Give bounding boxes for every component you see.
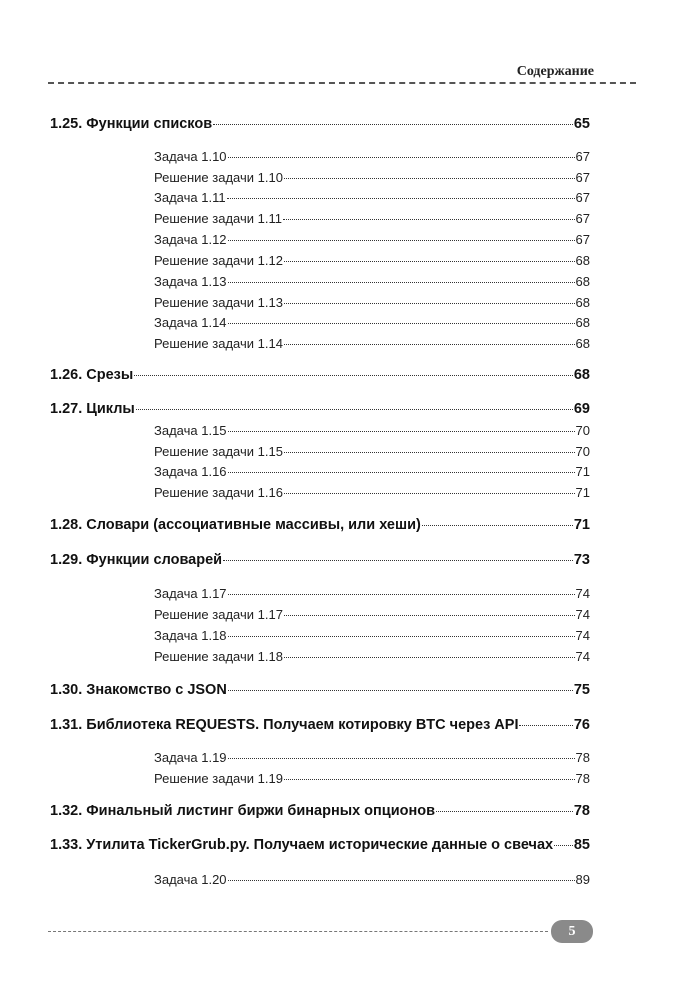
toc-entry[interactable] bbox=[50, 803, 590, 819]
toc-entry-title: Задача 1.10 bbox=[154, 149, 227, 164]
toc-entry-title: 1.31. Библиотека REQUESTS. Получаем котировку BTC через API bbox=[50, 717, 519, 733]
toc-entry-page: 74 bbox=[575, 649, 590, 664]
toc-entry[interactable] bbox=[154, 872, 590, 887]
dot-leader bbox=[228, 636, 575, 637]
dot-leader bbox=[228, 690, 573, 691]
toc-entry[interactable] bbox=[154, 444, 590, 459]
dot-leader bbox=[136, 409, 573, 410]
toc-entry-page: 78 bbox=[575, 771, 590, 786]
dot-leader bbox=[228, 282, 575, 283]
toc-entry-title: Решение задачи 1.12 bbox=[154, 253, 283, 268]
page-header-title: Содержание bbox=[516, 64, 594, 79]
toc-entry-title: Решение задачи 1.15 bbox=[154, 444, 283, 459]
toc-entry-page: 78 bbox=[575, 750, 590, 765]
toc-entry[interactable] bbox=[154, 607, 590, 622]
dot-leader bbox=[284, 779, 575, 780]
dot-leader bbox=[228, 594, 575, 595]
toc-entry[interactable] bbox=[154, 190, 590, 205]
toc-entry-page: 67 bbox=[575, 170, 590, 185]
toc-entry-page: 78 bbox=[573, 803, 590, 819]
toc-entry[interactable] bbox=[154, 628, 590, 643]
toc-entry-title: Задача 1.18 bbox=[154, 628, 227, 643]
toc-entry-page: 68 bbox=[573, 367, 590, 383]
toc-entry-title: 1.33. Утилита TickerGrub.py. Получаем исторические данные о свечах bbox=[50, 837, 554, 853]
dot-leader bbox=[228, 240, 575, 241]
dot-leader bbox=[284, 261, 575, 262]
footer-divider bbox=[48, 931, 548, 932]
toc-entry-page: 71 bbox=[573, 517, 590, 533]
dot-leader bbox=[228, 472, 575, 473]
toc-entry[interactable] bbox=[50, 552, 590, 568]
toc-entry-page: 76 bbox=[573, 717, 590, 733]
dot-leader bbox=[228, 880, 575, 881]
toc-entry-page: 67 bbox=[575, 211, 590, 226]
toc-entry[interactable] bbox=[154, 485, 590, 500]
dot-leader bbox=[284, 452, 575, 453]
toc-entry[interactable] bbox=[154, 170, 590, 185]
toc-entry-page: 69 bbox=[573, 401, 590, 417]
toc-entry[interactable] bbox=[154, 274, 590, 289]
toc-entry-title: Решение задачи 1.19 bbox=[154, 771, 283, 786]
toc-entry-title: 1.28. Словари (ассоциативные массивы, или хеши) bbox=[50, 517, 421, 533]
toc-entry-title: Задача 1.17 bbox=[154, 586, 227, 601]
dot-leader bbox=[228, 323, 575, 324]
toc-entry[interactable] bbox=[154, 464, 590, 479]
dot-leader bbox=[228, 431, 575, 432]
dot-leader bbox=[223, 560, 573, 561]
toc-entry-title: 1.32. Финальный листинг биржи бинарных опционов bbox=[50, 803, 436, 819]
toc-entry-page: 68 bbox=[575, 274, 590, 289]
dot-leader bbox=[134, 375, 573, 376]
toc-entry-title: 1.29. Функции словарей bbox=[50, 552, 223, 568]
toc-entry-title: Задача 1.12 bbox=[154, 232, 227, 247]
toc-entry-page: 89 bbox=[575, 872, 590, 887]
dot-leader bbox=[554, 845, 573, 846]
toc-entry[interactable] bbox=[50, 517, 590, 533]
toc-entry-title: Решение задачи 1.14 bbox=[154, 336, 283, 351]
toc-entry-title: Задача 1.13 bbox=[154, 274, 227, 289]
toc-entry-title: 1.26. Срезы bbox=[50, 367, 134, 383]
toc-entry[interactable] bbox=[154, 211, 590, 226]
toc-entry-title: Решение задачи 1.17 bbox=[154, 607, 283, 622]
toc-entry-page: 67 bbox=[575, 190, 590, 205]
toc-entry-page: 70 bbox=[575, 444, 590, 459]
toc-entry-page: 73 bbox=[573, 552, 590, 568]
toc-entry-page: 65 bbox=[573, 116, 590, 132]
page-number-badge: 5 bbox=[551, 920, 593, 943]
toc-entry[interactable] bbox=[154, 232, 590, 247]
dot-leader bbox=[284, 657, 575, 658]
toc-entry-page: 75 bbox=[573, 682, 590, 698]
dot-leader bbox=[283, 219, 575, 220]
dot-leader bbox=[284, 493, 575, 494]
toc-entry-page: 68 bbox=[575, 253, 590, 268]
toc-entry-title: Решение задачи 1.11 bbox=[154, 211, 282, 226]
toc-entry-page: 74 bbox=[575, 607, 590, 622]
toc-entry[interactable] bbox=[154, 149, 590, 164]
toc-entry-title: Решение задачи 1.13 bbox=[154, 295, 283, 310]
dot-leader bbox=[284, 303, 575, 304]
toc-entry-page: 74 bbox=[575, 628, 590, 643]
toc-entry-title: Решение задачи 1.10 bbox=[154, 170, 283, 185]
toc-entry[interactable] bbox=[154, 253, 590, 268]
dot-leader bbox=[284, 344, 575, 345]
toc-entry-page: 67 bbox=[575, 232, 590, 247]
toc-entry-title: 1.27. Циклы bbox=[50, 401, 135, 417]
toc-entry[interactable] bbox=[50, 682, 590, 698]
dot-leader bbox=[213, 124, 573, 125]
toc-entry-page: 74 bbox=[575, 586, 590, 601]
toc-entry[interactable] bbox=[154, 336, 590, 351]
toc-entry[interactable] bbox=[154, 315, 590, 330]
toc-entry[interactable] bbox=[154, 586, 590, 601]
toc-entry[interactable] bbox=[154, 423, 590, 438]
dot-leader bbox=[422, 525, 573, 526]
toc-entry-page: 85 bbox=[573, 837, 590, 853]
toc-entry[interactable] bbox=[50, 837, 590, 853]
toc-entry[interactable] bbox=[154, 649, 590, 664]
toc-entry[interactable] bbox=[50, 401, 590, 417]
dot-leader bbox=[519, 725, 572, 726]
dot-leader bbox=[228, 758, 575, 759]
dot-leader bbox=[227, 198, 575, 199]
toc-entry-title: Решение задачи 1.16 bbox=[154, 485, 283, 500]
toc-entry[interactable] bbox=[50, 367, 590, 383]
header-divider bbox=[48, 82, 636, 84]
toc-entry-title: 1.25. Функции списков bbox=[50, 116, 213, 132]
toc-entry-title: Задача 1.16 bbox=[154, 464, 227, 479]
toc-entry-page: 68 bbox=[575, 315, 590, 330]
dot-leader bbox=[228, 157, 575, 158]
toc-entry-title: Задача 1.15 bbox=[154, 423, 227, 438]
toc-entry-page: 68 bbox=[575, 336, 590, 351]
toc-entry-title: Решение задачи 1.18 bbox=[154, 649, 283, 664]
dot-leader bbox=[284, 615, 575, 616]
toc-entry-page: 71 bbox=[575, 464, 590, 479]
toc-entry-title: 1.30. Знакомство с JSON bbox=[50, 682, 227, 698]
toc-entry-title: Задача 1.11 bbox=[154, 190, 226, 205]
toc-entry-title: Задача 1.19 bbox=[154, 750, 227, 765]
toc-entry[interactable] bbox=[50, 116, 590, 132]
toc-entry-page: 68 bbox=[575, 295, 590, 310]
toc-entry[interactable] bbox=[154, 295, 590, 310]
toc-entry-page: 70 bbox=[575, 423, 590, 438]
toc-entry[interactable] bbox=[50, 717, 590, 733]
toc-entry-page: 67 bbox=[575, 149, 590, 164]
toc-entry-title: Задача 1.20 bbox=[154, 872, 227, 887]
toc-entry-page: 71 bbox=[575, 485, 590, 500]
toc-entry-title: Задача 1.14 bbox=[154, 315, 227, 330]
dot-leader bbox=[284, 178, 575, 179]
toc-entry[interactable] bbox=[154, 750, 590, 765]
dot-leader bbox=[436, 811, 573, 812]
toc-entry[interactable] bbox=[154, 771, 590, 786]
